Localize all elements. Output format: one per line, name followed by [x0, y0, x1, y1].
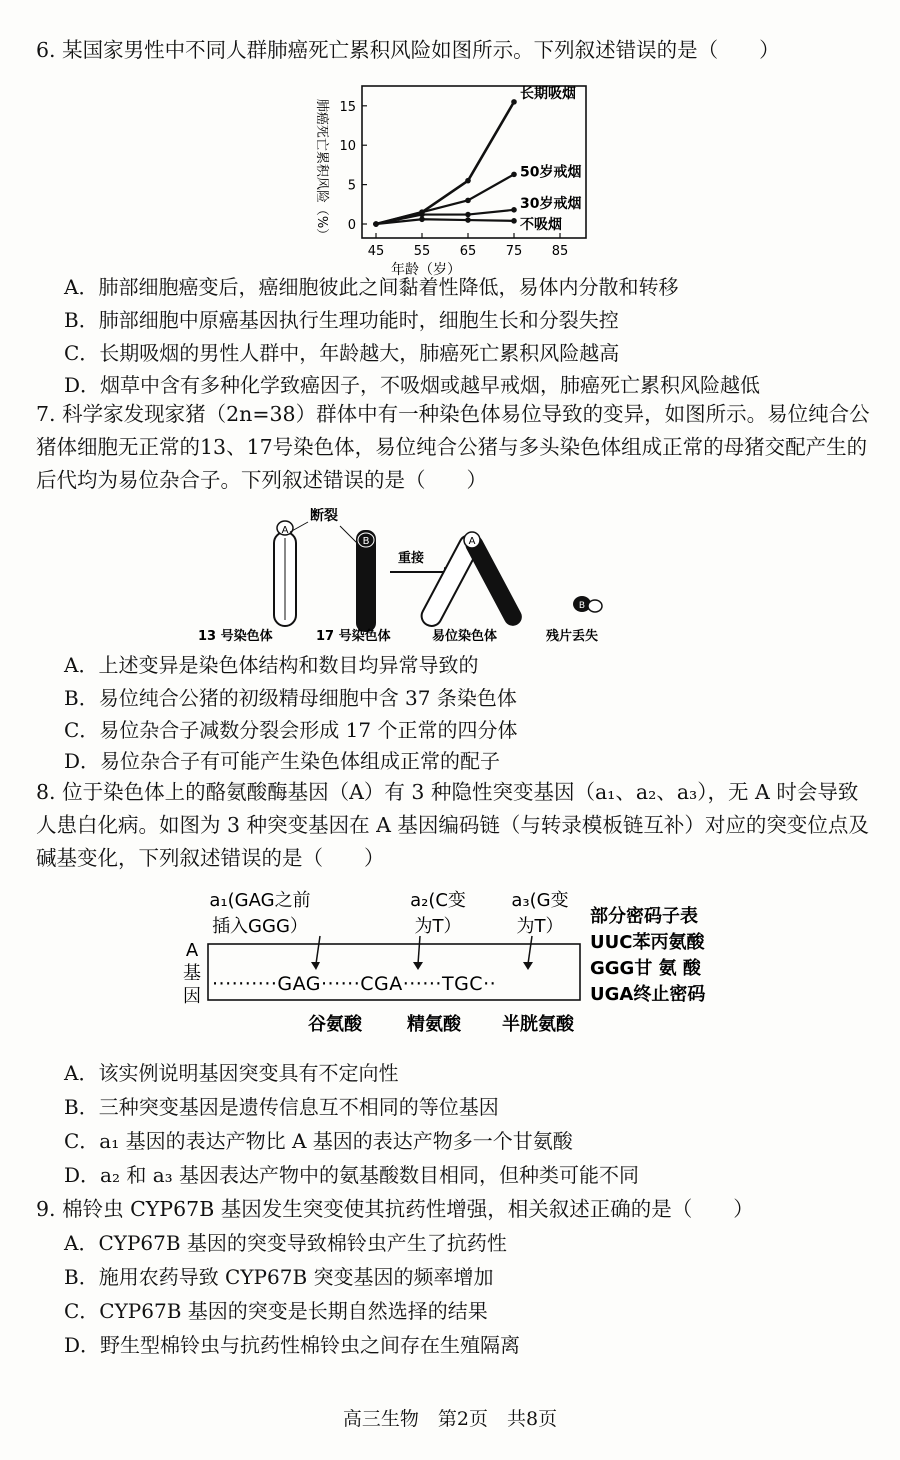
aa-glutamate: 谷氨酸 — [308, 1014, 362, 1035]
data-point — [511, 99, 517, 105]
a3-arrow-head-icon — [523, 962, 533, 970]
q9-option-d: D．野生型棉铃虫与抗药性棉铃虫之间存在生殖隔离 — [64, 1333, 521, 1357]
codon-uga: UGA终止密码 — [590, 984, 706, 1005]
lost-fragment — [573, 596, 602, 612]
data-point — [465, 178, 471, 184]
x-tick-label: 45 — [367, 244, 385, 259]
a1-arrow — [316, 936, 320, 964]
data-point — [511, 218, 517, 224]
q7-option-d: D．易位杂合子有可能产生染色体组成正常的配子 — [64, 749, 501, 773]
caption-lost: 残片丢失 — [546, 629, 599, 644]
label-a: A — [281, 525, 289, 536]
codon-uuc: UUC苯丙氨酸 — [590, 932, 705, 953]
q6-option-a: A．肺部细胞癌变后，癌细胞彼此之间黏着性降低，易体内分散和转移 — [64, 275, 679, 299]
page-footer: 高三生物 第2页 共8页 — [342, 1408, 558, 1430]
q9-option-a: A．CYP67B 基因的突变导致棉铃虫产生了抗药性 — [64, 1231, 507, 1255]
gene-sequence: ··········GAG······CGA······TGC·· — [212, 973, 497, 995]
label-break: 断裂 — [310, 508, 338, 524]
lung-cancer-risk-chart — [296, 78, 596, 278]
q8-stem: 8. 位于染色体上的酪氨酸酶基因（A）有 3 种隐性突变基因（a₁、a₂、a₃），无 A 时会导致人患白化病。如图为 3 种突变基因在 A 基因编码链（与转录模板链互补）对应的突变位点及碱基变化，下列叙述错误的是（ ） — [36, 780, 869, 870]
translocation-chromosome — [418, 532, 525, 630]
aa-arginine: 精氨酸 — [407, 1014, 461, 1035]
gene-label-1: A — [185, 940, 199, 961]
series-label-3: 不吸烟 — [520, 216, 562, 233]
q7-stem: 7. 科学家发现家猪（2n=38）群体中有一种染色体易位导致的变异，如图所示。易位纯合公猪体细胞无正常的13、17号染色体，易位纯合公猪与多头染色体组成正常的母猪交配产生的后代均为易位杂合子。下列叙述错误的是（ ） — [36, 402, 870, 492]
a1-label-line2: 插入GGG） — [212, 916, 308, 937]
q6-option-d: D．烟草中含有多种化学致癌因子，不吸烟或越早戒烟，肺癌死亡累积风险越低 — [64, 373, 761, 397]
chart-ylabel: 肺癌死亡累积风险（%） — [314, 98, 329, 242]
q7-option-b: B．易位纯合公猪的初级精母细胞中含 37 条染色体 — [64, 686, 517, 710]
y-tick-label: 0 — [347, 218, 356, 233]
data-point — [465, 217, 471, 223]
series-label-2: 30岁戒烟 — [520, 195, 582, 212]
a2-label-line1: a₂(C变 — [410, 890, 466, 911]
chromosome-translocation-diagram — [190, 508, 650, 646]
q7-option-c: C．易位杂合子减数分裂会形成 17 个正常的四分体 — [64, 718, 518, 742]
q8-option-b: B．三种突变基因是遗传信息互不相同的等位基因 — [64, 1095, 499, 1119]
series-label-0: 长期吸烟 — [520, 85, 576, 102]
x-tick-label: 75 — [505, 244, 523, 259]
a1-arrow-head-icon — [311, 962, 320, 970]
break-pointer-2 — [340, 526, 358, 544]
svg-text:A: A — [468, 536, 476, 547]
series-line-1 — [376, 174, 514, 224]
gene-label-2: 基 — [183, 963, 201, 984]
x-tick-label: 85 — [551, 244, 569, 259]
a2-arrow — [418, 936, 420, 964]
a3-label-line1: a₃(G变 — [511, 890, 569, 911]
data-point — [511, 172, 517, 178]
data-point — [419, 216, 425, 222]
svg-text:B: B — [578, 601, 586, 611]
q9-stem: 9. 棉铃虫 CYP67B 基因发生突变使其抗药性增强，相关叙述正确的是（ ） — [36, 1197, 754, 1221]
data-point — [465, 198, 471, 204]
data-point — [511, 207, 517, 213]
x-tick-label: 65 — [459, 244, 477, 259]
codon-title: 部分密码子表 — [590, 906, 698, 927]
label-b: B — [362, 536, 370, 547]
q8-option-a: A．该实例说明基因突变具有不定向性 — [64, 1061, 399, 1085]
data-point — [373, 221, 379, 227]
a3-arrow — [528, 936, 532, 964]
y-tick-label: 10 — [339, 139, 356, 155]
gene-mutation-diagram — [180, 884, 740, 1044]
q6-option-c: C．长期吸烟的男性人群中，年龄越大，肺癌死亡累积风险越高 — [64, 341, 620, 365]
caption-17: 17 号染色体 — [316, 629, 391, 644]
caption-translocation: 易位染色体 — [432, 629, 498, 644]
x-tick-label: 55 — [413, 244, 431, 259]
a3-label-line2: 为T） — [516, 916, 564, 937]
a2-arrow-head-icon — [413, 962, 423, 970]
aa-cysteine: 半胱氨酸 — [502, 1014, 574, 1035]
series-label-1: 50岁戒烟 — [520, 164, 582, 181]
q8-option-c: C．a₁ 基因的表达产物比 A 基因的表达产物多一个甘氨酸 — [64, 1129, 573, 1153]
a1-label-line1: a₁(GAG之前 — [209, 890, 311, 911]
q8-option-d: D．a₂ 和 a₃ 基因表达产物中的氨基酸数目相同，但种类可能不同 — [64, 1163, 639, 1187]
q9-option-b: B．施用农药导致 CYP67B 突变基因的频率增加 — [64, 1265, 494, 1289]
chart-xlabel: 年龄（岁） — [391, 262, 461, 278]
q6-option-b: B．肺部细胞中原癌基因执行生理功能时，细胞生长和分裂失控 — [64, 308, 619, 332]
chart-frame — [362, 86, 586, 238]
label-rejoin: 重接 — [398, 551, 425, 566]
q7-option-a: A．上述变异是染色体结构和数目均异常导致的 — [64, 653, 479, 677]
codon-ggg: GGG甘 氨 酸 — [590, 958, 701, 979]
q9-option-c: C．CYP67B 基因的突变是长期自然选择的结果 — [64, 1299, 488, 1323]
data-point — [465, 212, 471, 218]
y-tick-label: 15 — [339, 99, 356, 115]
caption-13: 13 号染色体 — [198, 629, 273, 644]
y-tick-label: 5 — [347, 178, 356, 194]
a2-label-line2: 为T） — [414, 916, 462, 937]
q6-stem: 6. 某国家男性中不同人群肺癌死亡累积风险如图所示。下列叙述错误的是（ ） — [36, 38, 780, 62]
gene-label-3: 因 — [183, 986, 201, 1007]
